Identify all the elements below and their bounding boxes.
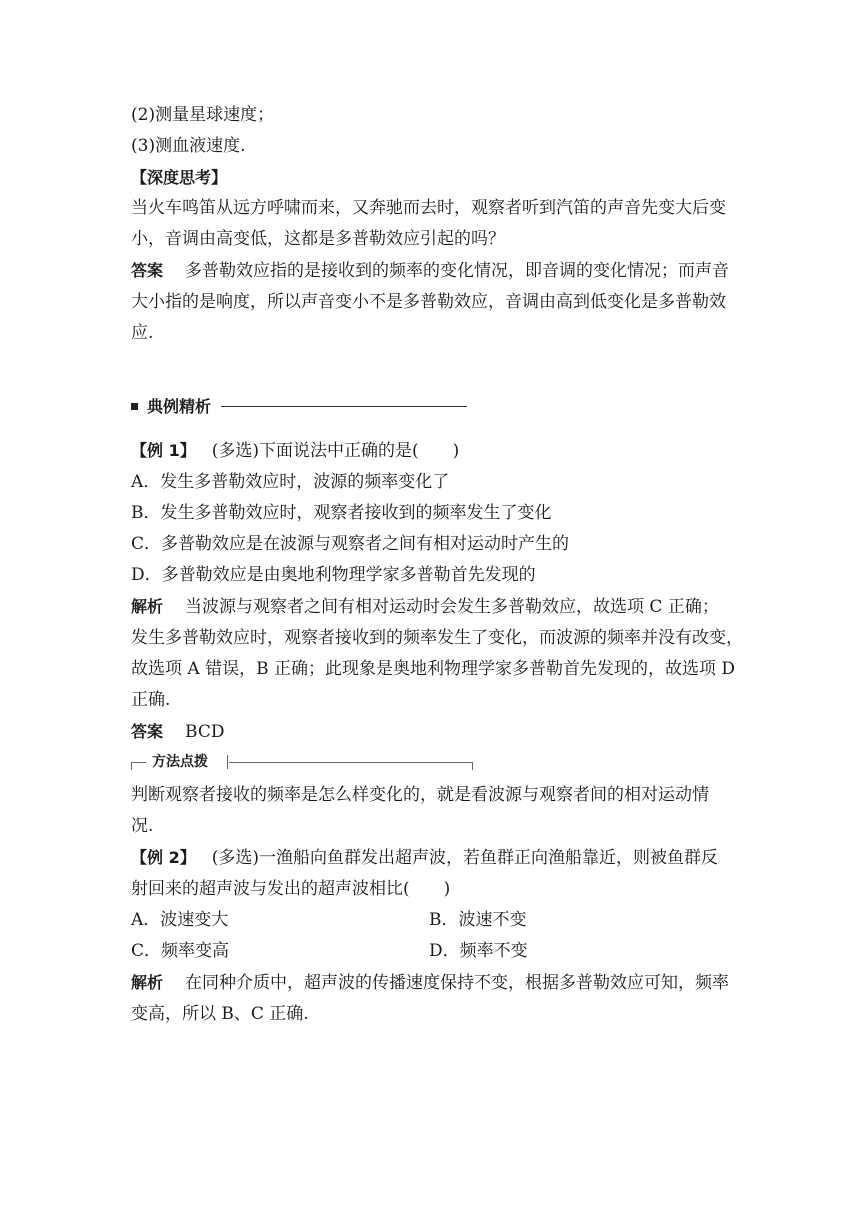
- example-2-stem-text-1: (多选)一渔船向鱼群发出超声波，若鱼群正向渔船靠近，则被鱼群反: [211, 848, 718, 868]
- method-tip-box: [131, 750, 473, 776]
- method-tip-line-2: 况.: [131, 816, 154, 836]
- example-2-option-a: A．波速变大: [131, 910, 229, 930]
- answer-label: 答案: [131, 722, 164, 741]
- deep-thinking-question-line-1: 当火车鸣笛从远方呼啸而来，又奔驰而去时，观察者听到汽笛的声音先变大后变: [131, 198, 726, 218]
- section-header: [131, 391, 731, 421]
- document-page: [131, 100, 743, 1030]
- section-square-icon: [131, 403, 138, 410]
- example-1-answer-value: BCD: [185, 722, 225, 742]
- example-1-analysis-line-3: 故选项 A 错误，B 正确；此现象是奥地利物理学家多普勒首先发现的，故选项 D: [131, 659, 736, 679]
- deep-thinking-answer-line-1: [131, 255, 731, 287]
- example-1-option-c: C．多普勒效应是在波源与观察者之间有相对运动时产生的: [131, 534, 570, 554]
- answer-label: 答案: [131, 261, 164, 280]
- example-2-option-d: D．频率不变: [429, 941, 528, 961]
- example-2-analysis-text-1: 在同种介质中，超声波的传播速度保持不变，根据多普勒效应可知，频率: [185, 973, 730, 993]
- example-2-heading: 【例 2】: [131, 848, 196, 867]
- example-1-analysis-line-1: [131, 591, 731, 623]
- deep-thinking-answer-line-3: 应.: [131, 323, 154, 343]
- example-1-stem: [131, 435, 731, 467]
- example-2-stem-line-1: [131, 842, 731, 874]
- analysis-label: 解析: [131, 597, 164, 616]
- deep-thinking-answer-text-1: 多普勒效应指的是接收到的频率的变化情况，即音调的变化情况；而声音: [185, 261, 730, 281]
- deep-thinking-heading: 【深度思考】: [131, 168, 228, 187]
- method-tip-line-1: 判断观察者接收的频率是怎么样变化的，就是看波源与观察者间的相对运动情: [131, 785, 709, 805]
- deep-thinking-question-line-2: 小，音调由高变低，这都是多普勒效应引起的吗？: [131, 229, 505, 249]
- example-2-analysis-line-2: 变高，所以 B、C 正确.: [131, 1004, 309, 1024]
- example-2-analysis-line-1: [131, 967, 731, 999]
- example-1-analysis-line-2: 发生多普勒效应时，观察者接收到的频率发生了变化，而波源的频率并没有改变，: [131, 628, 743, 648]
- intro-line-2: (2)测量星球速度；: [131, 105, 275, 125]
- intro-line-3: (3)测血液速度.: [131, 136, 246, 156]
- example-1-analysis-line-4: 正确.: [131, 690, 171, 710]
- section-title: 典例精析: [147, 396, 212, 416]
- method-tip-title: 方法点拨: [149, 747, 211, 778]
- example-1-stem-text: (多选)下面说法中正确的是( ): [211, 441, 460, 461]
- example-1-option-b: B．发生多普勒效应时，观察者接收到的频率发生了变化: [131, 503, 552, 523]
- example-1-option-d: D．多普勒效应是由奥地利物理学家多普勒首先发现的: [131, 565, 536, 585]
- example-2-option-b: B．波速不变: [429, 910, 527, 930]
- example-2-options-row-2: [131, 936, 731, 967]
- example-2-options-row-1: [131, 905, 731, 936]
- deep-thinking-answer-line-2: 大小指的是响度，所以声音变小不是多普勒效应，音调由高到低变化是多普勒效: [131, 292, 726, 312]
- section-rule: [221, 406, 467, 407]
- example-1-analysis-text-1: 当波源与观察者之间有相对运动时会发生多普勒效应，故选项 C 正确；: [185, 597, 719, 617]
- example-2-option-c: C．频率变高: [131, 941, 230, 961]
- example-2-stem-line-2: 射回来的超声波与发出的超声波相比( ): [131, 879, 451, 899]
- example-1-option-a: A．发生多普勒效应时，波源的频率变化了: [131, 472, 450, 492]
- example-1-heading: 【例 1】: [131, 441, 196, 460]
- example-1-answer: [131, 716, 731, 748]
- analysis-label: 解析: [131, 973, 164, 992]
